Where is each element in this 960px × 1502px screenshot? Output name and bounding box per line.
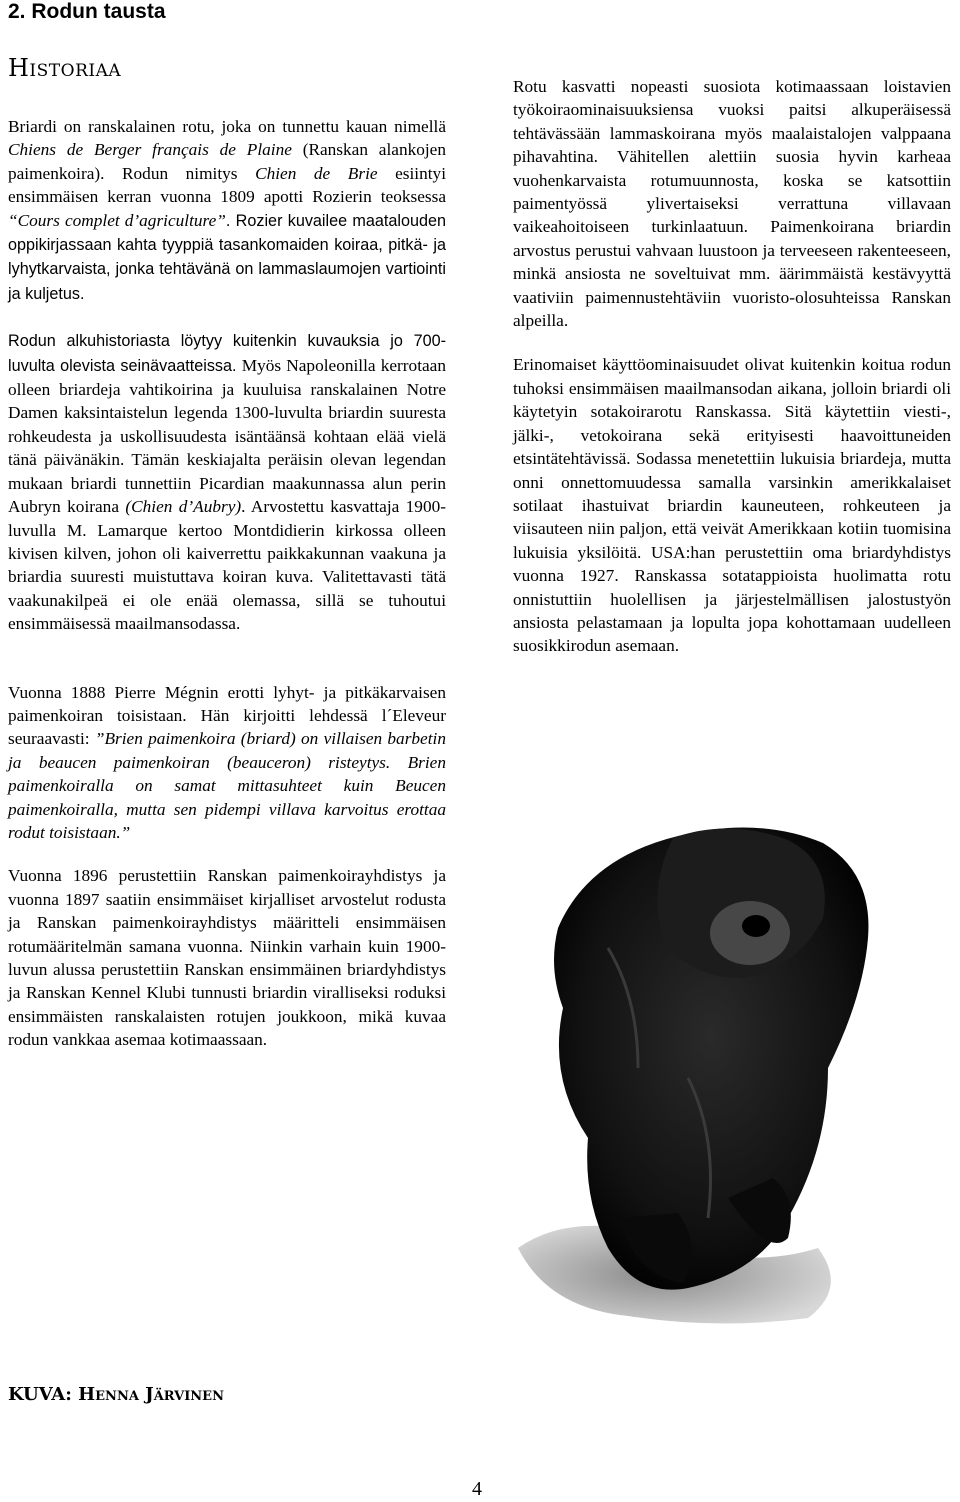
- section-heading: Historiaa: [8, 54, 122, 82]
- text-span: esiintyi ensimmäisen kerran vuonna 1809 apotti Rozierin teoksessa: [8, 163, 446, 207]
- page-number: 4: [472, 1478, 482, 1500]
- italic-span: (Chien d’Aubry): [125, 497, 242, 517]
- text-span: Briardi on ranskalainen rotu, joka on tunnettu kauan nimellä: [8, 117, 446, 136]
- text-span: . Rozier kuvailee maatalouden oppikirjassaan kahta tyyppiä tasankomaiden koiraa, pitkä- ja lyhytkarvaista, jonka tehtävänä on lammaslaumojen vartiointi ja kuljetus.: [8, 211, 446, 303]
- text-span: Vuonna 1888 Pierre Mégnin erotti lyhyt- ja pitkäkarvaisen paimenkoiran toisistaan. Hän kirjoitti lehdessä l´Eleveur seuraavasti:: [8, 682, 446, 749]
- paragraph-early-history: [8, 329, 446, 635]
- left-column: [8, 115, 446, 1052]
- italic-span: Chiens de Berger français de Plaine: [8, 140, 292, 160]
- italic-span: ”Brien paimenkoira (briard) on villaisen barbetin ja beaucen paimenkoiran (beauceron) risteytys. Brien paimenkoiralla on samat mittasuhteet kuin Beucen paimenkoiralla, mutta sen pidempi villava karvoitus erottaa rodut toisistaan.”: [8, 729, 446, 842]
- paragraph-popularity: Rotu kasvatti nopeasti suosiota kotimaassaan loistavien työkoiraominaisuuksiensa vuoksi paitsi alkuperäisessä tehtävässään lammaskoirana myös maalaistalojen valppaana pihavahtina. Vähitellen alettiin suosia hyvin karheaa vuohenkarvaista rotumuunnosta, koska se katsottiin paimentyössä ylivertaiseksi verrattuna villavaan vaikeahoitoiseen turkinlaatuun. Paimenkoirana briardin arvostus perustui vahvaan luustoon ja terveeseen rakenteeseen, minkä ansiosta ne soveltuivat mm. äärimmäistä kestävyyttä vaativiin paimennustehtäviin vuoristo-olosuhteissa Ranskan alpeilla.: [513, 77, 951, 331]
- italic-span: “Cours complet d’agriculture”: [8, 210, 226, 230]
- italic-span: Chien de Brie: [255, 163, 378, 183]
- black-briard-puppy-photo: [488, 818, 960, 1333]
- photo-credit: KUVA: Henna Järvinen: [8, 1384, 224, 1405]
- text-span: Myös Napoleonilla kerrotaan olleen briardeja vahtikoirina ja kuuluisa ranskalainen Notre Damen kaksintaistelun legenda 1300-luvulta briardin suuresta rohkeudesta ja uskollisuudesta isäntäänsä kohtaan elää vielä tänä päivänäkin. Tämän keskiajalta peräisin olevan legendan mukaan briardi tunnettiin Picardian maakunnassa alun perin Aubryn koirana: [8, 355, 446, 517]
- right-column: [513, 75, 951, 658]
- paragraph-origin: [8, 115, 446, 306]
- text-span: . Arvostettu kasvattaja 1900-luvulla M. Lamarque kertoo Montdidierin kirkossa olleen kivisen kilven, johon oli kaiverrettu paikkakunnan vaakuna ja briardia suuresti muistuttava koiran kuva. Valitettavasti tätä vaakunakilpeä ei ole enää olemassa, sillä se tuhoutui ensimmäisessä maailmansodassa.: [8, 497, 446, 634]
- text-span: (Ranskan alankojen paimenkoira). Rodun nimitys: [8, 140, 446, 183]
- paragraph-megnin: [8, 681, 446, 845]
- paragraph-war-years: Erinomaiset käyttöominaisuudet olivat kuitenkin koitua rodun tuhoksi ensimmäisen maailmansodan aikana, jolloin briardi oli käytetyin sotakoirarotu Ranskassa. Sitä käytettiin viesti-, jälki-, vetokoirana sekä erityisesti haavoittuneiden etsintätehtävissä. Sodassa menetettiin lukuisia briardeja, mutta onni onnettomuudessa samalla varsinkin amerikkalaiset sotilaat ihastuivat briardin kauneuteen, rohkeuteen ja viisauteen niin paljon, että veivät Amerikkaan kotiin tuomisina lukuisia yksilöitä. USA:han perustettiin oma briardyhdistys vuonna 1927. Ranskassa sotatappioista huolimatta rotu onnistuttiin huolellisen ja järjestelmällisen jalostustyön ansiosta pelastamaan ja lopulta jopa kohottamaan uudelleen suosikkirodun asemaan.: [513, 355, 951, 656]
- text-span: Rodun alkuhistoriasta löytyy kuitenkin kuvauksia jo 700-luvulta olevista seinävaatteissa.: [8, 332, 446, 375]
- page-title: 2. Rodun tausta: [8, 0, 166, 23]
- paragraph-breed-club: Vuonna 1896 perustettiin Ranskan paimenkoirayhdistys ja vuonna 1897 saatiin ensimmäiset kirjalliset arvostelut rodusta ja Ranskan paimenkoirayhdistys määritteli ensimmäisen rotumääritelmän samana vuonna. Niinkin varhain kuin 1900-luvun alussa perustettiin Ranskan ensimmäinen briardyhdistys ja Ranskan Kennel Klubi tunnusti briardin viralliseksi roduksi ensimmäisten ranskalaisten rotujen joukkoon, mikä kuvaa rodun vankkaa asemaa kotimaassaan.: [8, 866, 446, 1050]
